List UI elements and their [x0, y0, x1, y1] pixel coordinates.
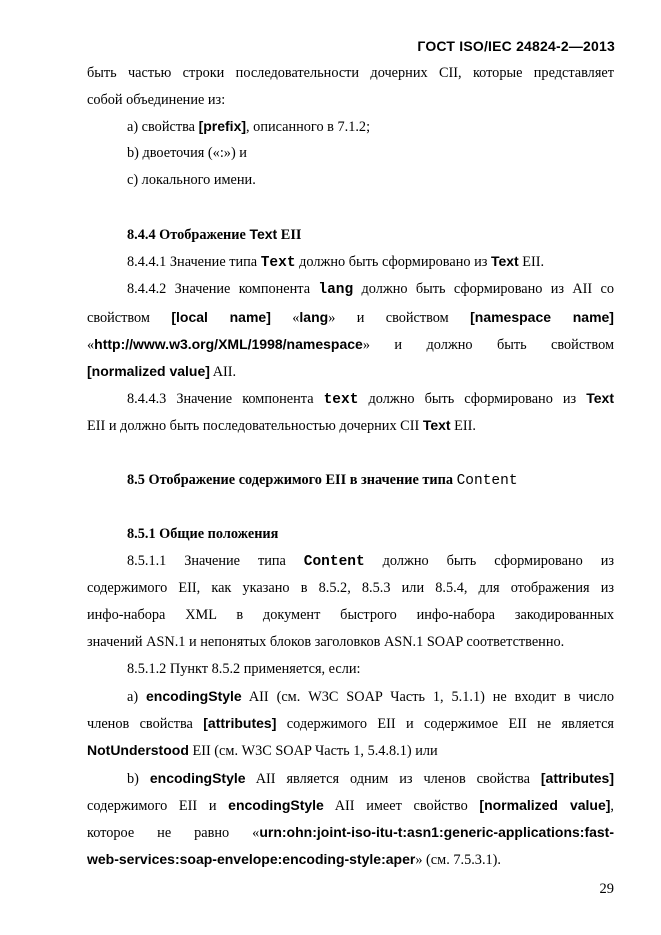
paragraph-line: 8.4.4.3 Значение компонента text должно быть сформировано из Text — [127, 390, 614, 408]
section-heading: 8.5 Отображение содержимого EII в значение типа Content — [127, 472, 518, 489]
paragraph-line: собой объединение из: — [87, 92, 226, 108]
list-item: с) локального имени. — [127, 172, 256, 188]
list-item: а) encodingStyle AII (см. W3C SOAP Часть 1, 5.1.1) не входит в число — [127, 688, 614, 705]
paragraph-line: которое не равно «urn:ohn:joint-iso-itu-t:asn1:generic-applications:fast- — [87, 824, 614, 841]
subsection-heading: 8.5.1 Общие положения — [127, 526, 279, 542]
paragraph-line: web-services:soap-envelope:encoding-style:aper» (см. 7.5.3.1). — [87, 851, 502, 868]
paragraph-line: значений ASN.1 и непонятых блоков заголовков ASN.1 SOAP соответственно. — [87, 634, 565, 650]
paragraph-line: 8.5.1.1 Значение типа Content должно быть сформировано из — [127, 553, 614, 570]
section-heading: 8.4.4 Отображение Text EII — [127, 226, 302, 243]
paragraph-line: 8.4.4.2 Значение компонента lang должно быть сформировано из AII со — [127, 281, 614, 298]
list-item: а) свойства [prefix], описанного в 7.1.2; — [127, 118, 371, 135]
paragraph-line: EII и должно быть последовательностью дочерних CII Text EII. — [87, 417, 476, 434]
paragraph-line: NotUnderstood EII (см. W3C SOAP Часть 1, 5.4.8.1) или — [87, 742, 438, 759]
paragraph-line: членов свойства [attributes] содержимого EII и содержимое EII не является — [87, 715, 614, 732]
list-item: b) encodingStyle AII является одним из членов свойства [attributes] — [127, 770, 615, 787]
paragraph-line: 8.5.1.2 Пункт 8.5.2 применяется, если: — [127, 661, 361, 677]
paragraph-line: инфо-набора XML в документ быстрого инфо-набора закодированных — [87, 607, 614, 623]
paragraph-line: свойством [local name] «lang» и свойством [namespace name] — [87, 309, 614, 326]
page-number: 29 — [599, 881, 614, 897]
paragraph-line: быть частью строки последовательности дочерних CII, которые представляет — [87, 65, 614, 81]
paragraph-line: 8.4.4.1 Значение типа Text должно быть сформировано из Text EII. — [127, 253, 545, 271]
list-item: b) двоеточия («:») и — [127, 145, 247, 161]
paragraph-line: [normalized value] AII. — [87, 363, 237, 380]
document-header: ГОСТ ISO/IEC 24824-2—2013 — [417, 38, 615, 54]
paragraph-line: «http://www.w3.org/XML/1998/namespace» и должно быть свойством — [87, 336, 614, 353]
paragraph-line: содержимого EII, как указано в 8.5.2, 8.5.3 или 8.5.4, для отображения из — [87, 580, 614, 596]
paragraph-line: содержимого EII и encodingStyle AII имеет свойство [normalized value], — [87, 797, 614, 814]
